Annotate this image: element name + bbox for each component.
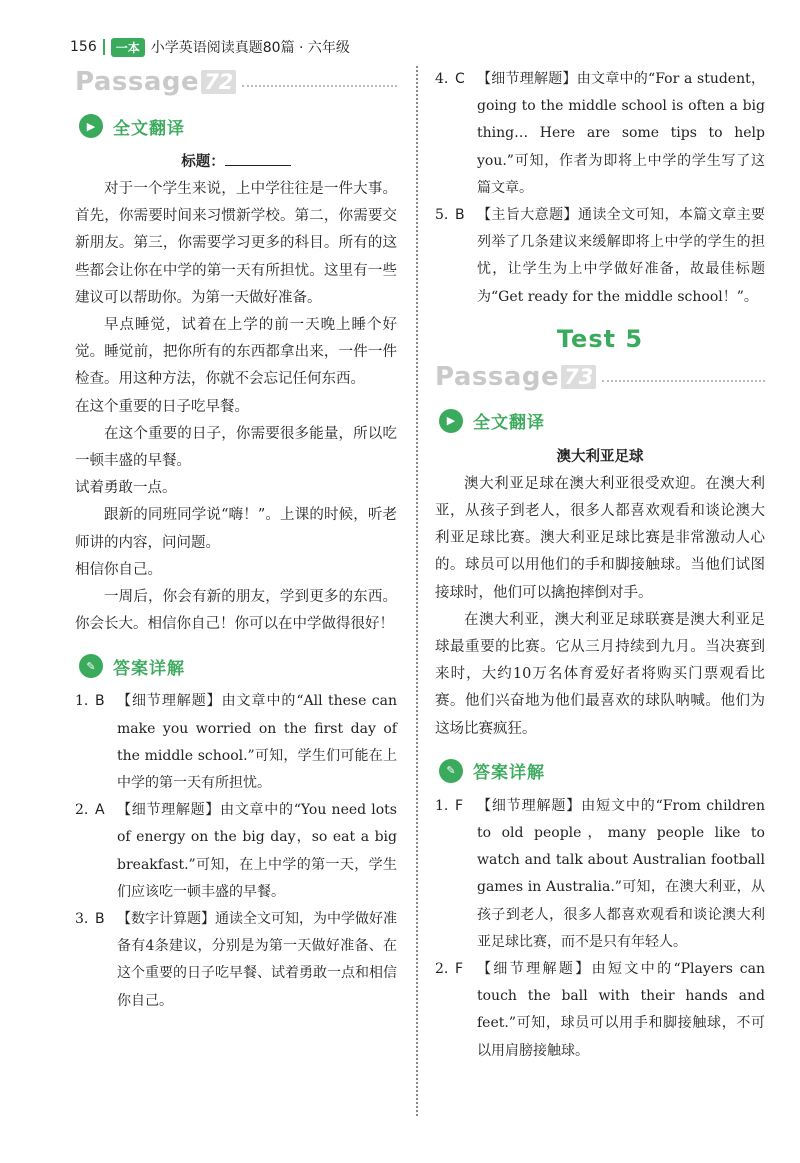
paragraph: 在这个重要的日子吃早餐。 [75, 398, 249, 415]
answer-item [435, 66, 765, 202]
paragraph: 澳大利亚足球在澳大利亚很受欢迎。在澳大利亚，从孩子到老人，很多人都喜欢观看和谈论澳大利亚足球比赛。澳大利亚足球比赛是非常激动人心的。球员可以用他们的手和脚接触球。当他们试图接球时，他们可以擒抱摔倒对手。 [435, 475, 765, 601]
section-title: 答案详解 [113, 658, 185, 679]
passage-72-heading [75, 66, 397, 98]
answer-item [75, 906, 397, 1015]
header-divider [103, 39, 105, 55]
answer-item [435, 956, 765, 1065]
page-header [70, 36, 350, 58]
play-icon: ▶ [439, 409, 463, 433]
passage-label: Passage [435, 361, 560, 392]
answer-number: 2. [435, 961, 449, 978]
answer-letter: B [95, 911, 105, 928]
answer-item [435, 202, 765, 311]
section-title: 全文翻译 [113, 118, 185, 139]
answer-number: 5. [435, 207, 449, 224]
answer-explanation: 【细节理解题】由文章中的“For a student，going to the middle school is often a big thing… Here are some tips to help you.”可知，作者为即将上中学的学生写了这篇文章。 [477, 71, 765, 196]
passage-73-heading [435, 361, 765, 393]
paragraph: 相信你自己。 [75, 561, 162, 578]
paragraph: 试着勇敢一点。 [75, 480, 177, 497]
answer-number: 4. [435, 71, 449, 87]
page-number: 156 [70, 39, 97, 55]
answer-letter: B [455, 207, 465, 224]
answer-explanation: 【细节理解题】由短文中的“From children to old people，many people like to watch and talk about Australian football games in Australia.”可知，在澳大利亚，从孩子到老人，很多人都喜欢观看和谈论澳大利亚足球比赛，而不是只有年轻人。 [477, 797, 765, 950]
book-title: 小学英语阅读真题80篇 · 六年级 [150, 40, 350, 56]
answer-explanation: 【数字计算题】通读全文可知，为中学做好准备有4条建议，分别是为第一天做好准备、在这个重要的日子吃早餐、试着勇敢一点和相信你自己。 [117, 911, 397, 1009]
answers-section-heading [439, 757, 765, 785]
passage-label: Passage [75, 67, 200, 97]
paragraph: 一周后，你会有新的朋友，学到更多的东西。你会长大。相信你自己！你可以在中学做得很好！ [75, 589, 397, 633]
paragraph: 在这个重要的日子，你需要很多能量，所以吃一顿丰盛的早餐。 [75, 425, 397, 470]
translation-section-heading [79, 112, 397, 140]
paragraph: 对于一个学生来说，上中学往往是一件大事。首先，你需要时间来习惯新学校。第二，你需要交新朋友。第三，你需要学习更多的科目。所有的这些都会让你在中学的第一天有所担忧。这里有一些建议可以帮助你。为第一天做好准备。 [75, 181, 397, 306]
right-column [435, 66, 765, 1065]
answer-explanation: 【细节理解题】由文章中的“All these can make you worried on the first day of the middle school.”可知，学生们可能在上中学的第一天有所担忧。 [117, 693, 397, 792]
answers-list-continued [435, 66, 765, 311]
play-icon: ▶ [79, 114, 103, 138]
answer-item [435, 793, 765, 956]
answer-letter: F [455, 797, 464, 814]
passage-number: 72 [201, 70, 236, 94]
section-title: 答案详解 [473, 763, 545, 784]
answer-number: 1. [435, 797, 449, 814]
paragraph: 跟新的同班同学说“嗨！”。上课的时候，听老师讲的内容，问问题。 [75, 507, 397, 551]
title-label: 标题： [181, 154, 225, 170]
answer-letter: C [455, 71, 465, 87]
passage-number: 73 [561, 365, 596, 389]
answers-section-heading [79, 652, 397, 680]
answers-icon: ✎ [79, 654, 103, 678]
translation-body [435, 471, 765, 743]
answer-number: 2. [75, 802, 89, 819]
answers-list [75, 688, 397, 1014]
answer-explanation: 【主旨大意题】通读全文可知，本篇文章主要列举了几条建议来缓解即将上中学的学生的担忧，让学生为上中学做好准备，故最佳标题为“Get ready for the middle school！”。 [477, 207, 765, 305]
left-column [75, 66, 397, 1015]
answer-letter: A [95, 802, 105, 819]
brand-logo: 一本 [111, 38, 145, 57]
answer-item [75, 797, 397, 906]
translation-body [75, 176, 397, 638]
answer-explanation: 【细节理解题】由短文中的“Players can touch the ball with their hands and feet.”可知，球员可以用手和脚接触球，不可以用肩膀接触球。 [477, 961, 765, 1059]
test-title: Test 5 [556, 324, 644, 353]
answer-number: 3. [75, 911, 89, 928]
answers-icon: ✎ [439, 759, 463, 783]
dotted-rule [242, 85, 397, 87]
answer-letter: B [95, 693, 105, 710]
answer-letter: F [455, 961, 464, 978]
answers-list [435, 793, 765, 1065]
translation-title: 澳大利亚足球 [556, 448, 644, 465]
paragraph: 早点睡觉，试着在上学的前一天晚上睡个好觉。睡觉前，把你所有的东西都拿出来，一件一件检查。用这种方法，你就不会忘记任何东西。 [75, 317, 397, 388]
translation-title [75, 148, 397, 176]
answer-explanation: 【细节理解题】由文章中的“You need lots of energy on the big day，so eat a big breakfast.”可知，在上中学的第一天，学生们应该吃一顿丰盛的早餐。 [117, 802, 397, 900]
column-divider [416, 66, 418, 1116]
translation-section-heading [439, 407, 765, 435]
title-blank [225, 151, 291, 166]
paragraph: 在澳大利亚，澳大利亚足球联赛是澳大利亚足球最重要的比赛。它从三月持续到九月。当决赛到来时，大约10万名体育爱好者将购买门票观看比赛。他们兴奋地为他们最喜欢的球队呐喊。他们为这场比赛疯狂。 [435, 611, 765, 737]
section-title: 全文翻译 [473, 413, 545, 434]
answer-number: 1. [75, 693, 89, 710]
answer-item [75, 688, 397, 797]
dotted-rule [602, 380, 765, 382]
